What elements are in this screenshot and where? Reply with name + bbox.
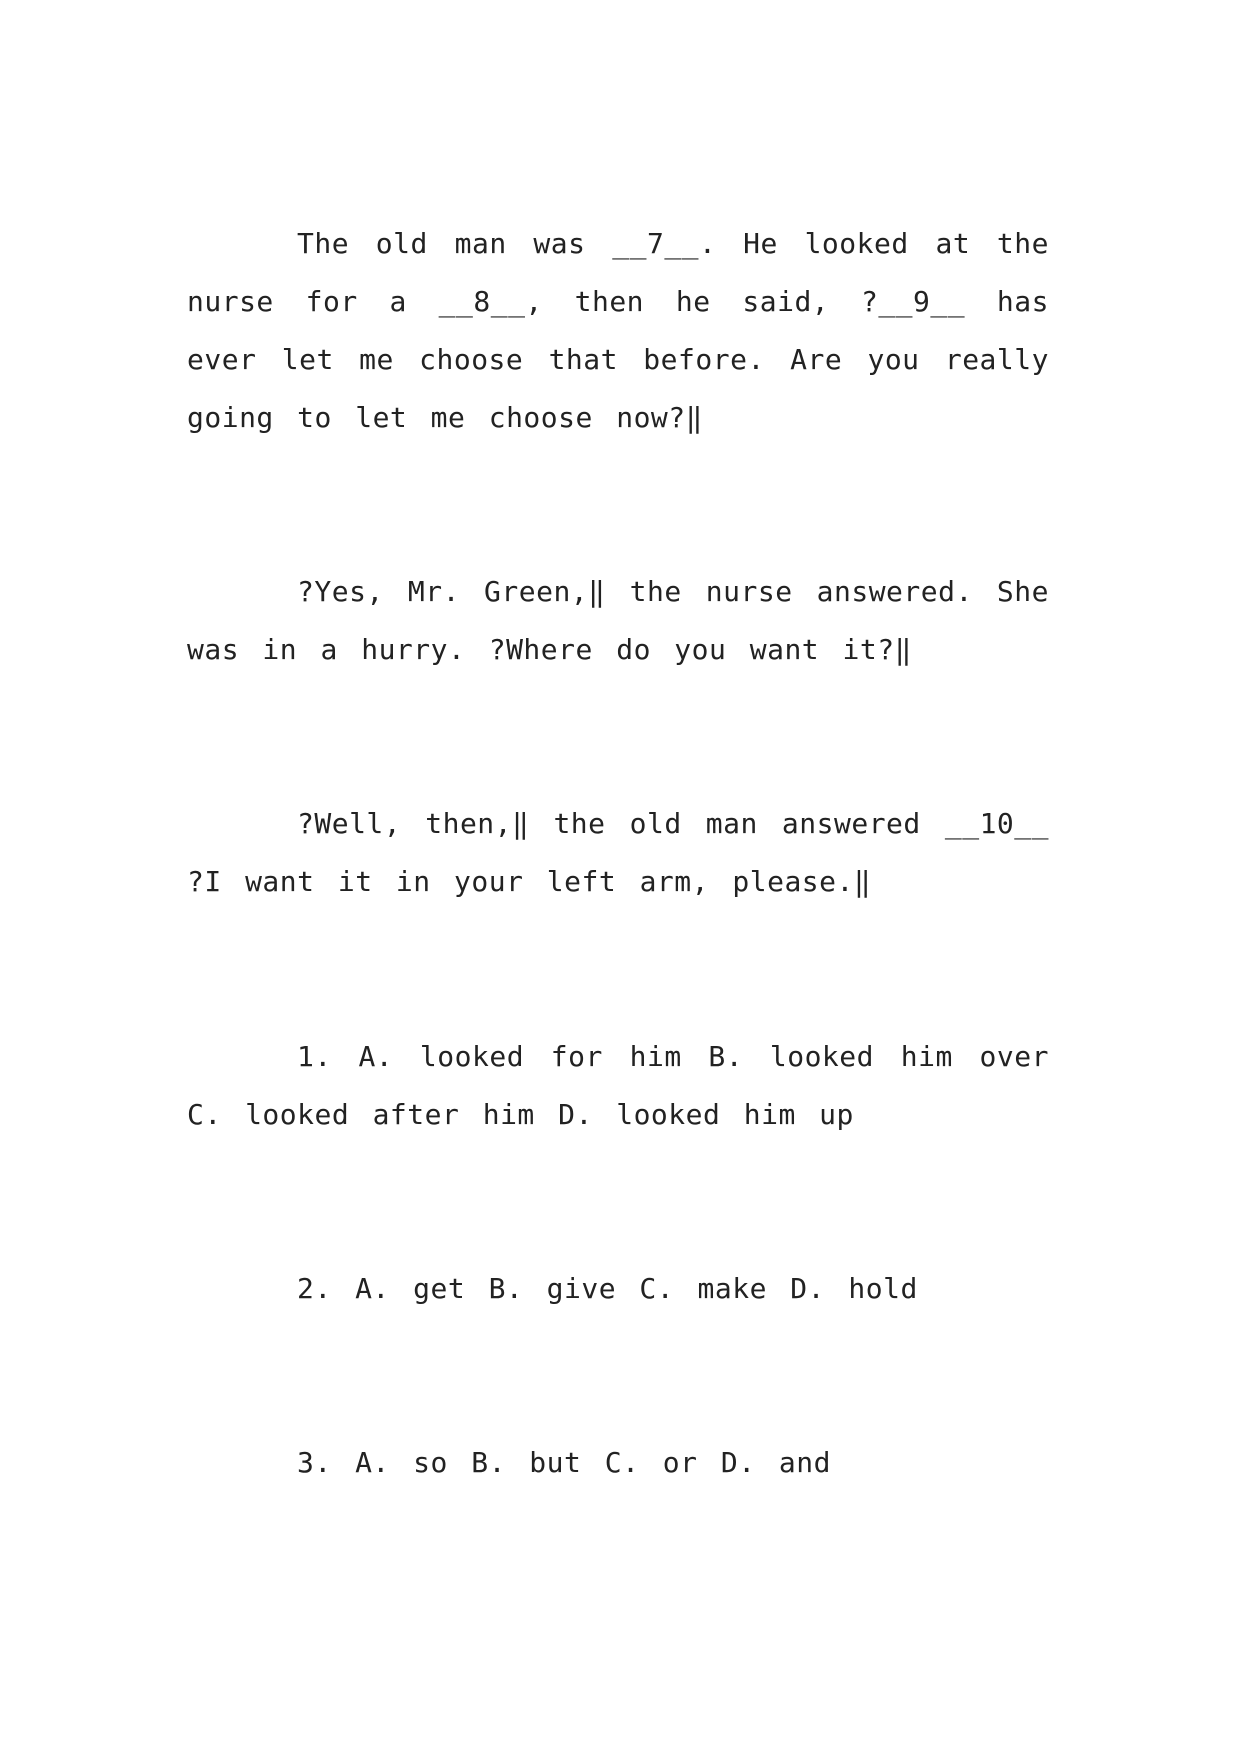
question-3: 3. A. so B. but C. or D. and (297, 1446, 832, 1479)
question-1: 1. A. looked for him B. looked him over C. looked after him D. looked him up (187, 1040, 1049, 1131)
question-2: 2. A. get B. give C. make D. hold (297, 1272, 918, 1305)
paragraph-2: ?Yes, Mr. Green,‖ the nurse answered. She was in a hurry. ?Where do you want it?‖ (187, 575, 1049, 666)
paragraph-3: ?Well, then,‖ the old man answered __10__ ?I want it in your left arm, please.‖ (187, 807, 1049, 898)
paragraph-1: The old man was __7__. He looked at the nurse for a __8__, then he said, ?__9__ has ever let me choose that before. Are you really going to let me choose now?‖ (187, 227, 1049, 434)
